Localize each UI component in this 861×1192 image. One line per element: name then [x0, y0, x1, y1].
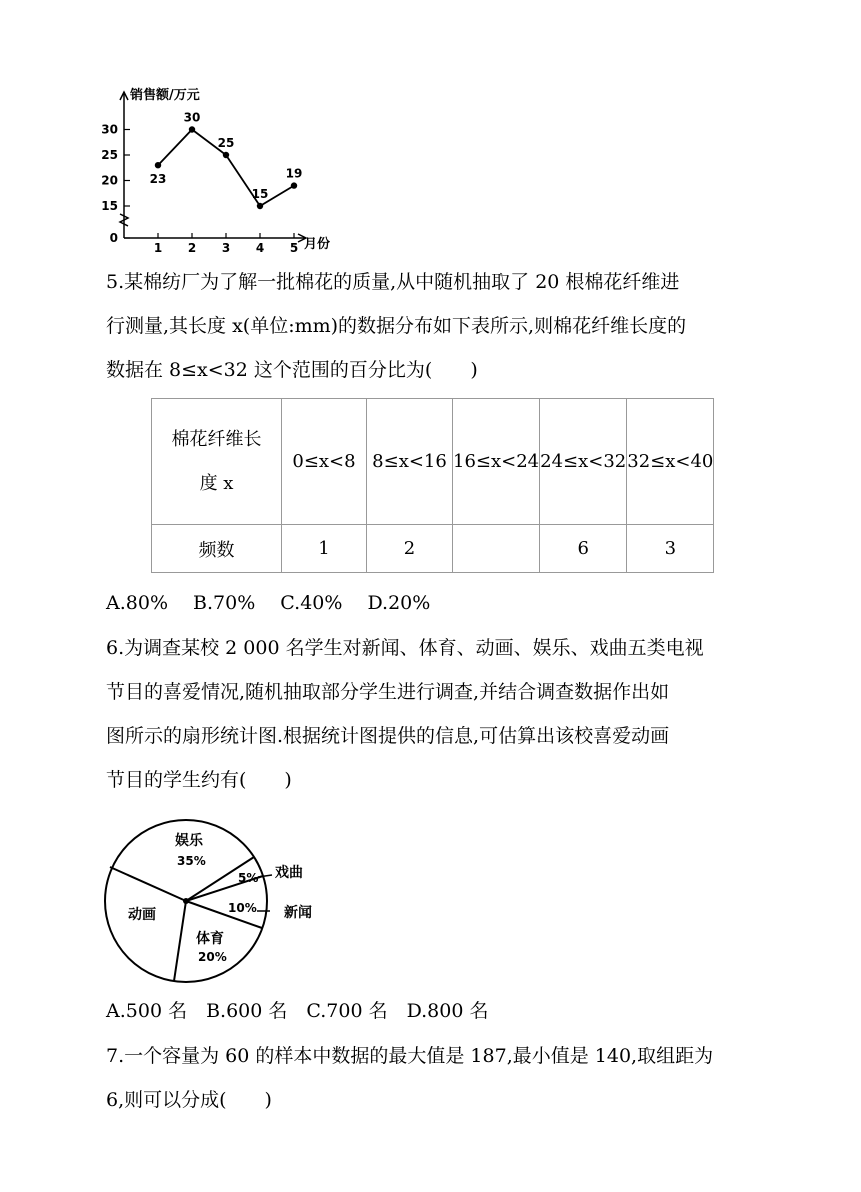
data-label: 23: [149, 172, 167, 187]
range-cell: 32≤x<40: [627, 399, 714, 525]
q6-choices: A.500 名 B.600 名 C.700 名 D.800 名: [106, 1000, 489, 1022]
slice-label-xinwen: 新闻: [284, 905, 312, 921]
q5-line-1: 5.某棉纺厂为了解一批棉花的质量,从中随机抽取了 20 根棉花纤维进: [106, 271, 680, 293]
q6-line-1: 6.为调查某校 2 000 名学生对新闻、体育、动画、娱乐、戏曲五类电视: [106, 637, 704, 659]
slice-pct-yule: 35%: [177, 854, 206, 868]
y-tick-label: 25: [101, 148, 118, 162]
x-tick-label: 3: [221, 241, 231, 255]
data-point: [189, 126, 195, 132]
sales-line-chart: [100, 80, 350, 260]
slice-pct-xiqu: 5%: [238, 871, 259, 885]
q6-line-4: 节目的学生约有( ): [106, 769, 292, 791]
q7-line-1: 7.一个容量为 60 的样本中数据的最大值是 187,最小值是 140,取组距为: [106, 1045, 714, 1067]
q5-line-2: 行测量,其长度 x(单位:mm)的数据分布如下表所示,则棉花纤维长度的: [106, 315, 687, 337]
header-text-line-1: 棉花纤维长: [171, 428, 262, 450]
data-point: [155, 162, 161, 168]
q5-line-3: 数据在 8≤x<32 这个范围的百分比为( ): [106, 359, 478, 381]
y-tick-label: 30: [101, 122, 118, 137]
data-point: [257, 203, 263, 209]
x-tick-group: [154, 233, 298, 255]
y-tick-label: 0: [109, 231, 118, 245]
frequency-table: [151, 398, 714, 573]
callout-line: [258, 875, 272, 877]
data-point: [291, 182, 297, 188]
y-axis-label: 销售额/万元: [130, 88, 200, 103]
q7-line-2: 6,则可以分成( ): [106, 1089, 272, 1111]
slice-label-tiyu: 体育: [196, 931, 224, 947]
y-tick-label: 15: [101, 199, 118, 213]
slice-divider: [110, 867, 186, 901]
range-cell: 0≤x<8: [282, 399, 367, 525]
chart-axes: [120, 92, 306, 242]
table-row: [152, 399, 714, 525]
x-axis-label: 月份: [304, 237, 331, 252]
range-cell: 16≤x<24: [453, 399, 540, 525]
pie-center: [183, 898, 189, 904]
range-cell: 24≤x<32: [540, 399, 627, 525]
y-tick-group: [101, 123, 130, 246]
count-cell: 6: [540, 525, 627, 573]
q5-choices: A.80% B.70% C.40% D.20%: [106, 592, 431, 614]
slice-label-yule: 娱乐: [175, 833, 203, 849]
slice-pct-tiyu: 20%: [198, 950, 227, 964]
data-label: 30: [183, 110, 201, 125]
slice-divider: [174, 901, 186, 981]
slice-pct-xinwen: 10%: [228, 901, 257, 915]
header-text-line-2: 度 x: [199, 472, 234, 494]
data-point: [223, 152, 229, 158]
x-tick-label: 2: [187, 241, 197, 255]
data-label: 15: [251, 187, 269, 201]
q6-line-3: 图所示的扇形统计图.根据统计图提供的信息,可估算出该校喜爱动画: [106, 725, 670, 747]
count-label-cell: 频数: [152, 525, 282, 573]
table-row: [152, 525, 714, 573]
y-tick-label: 20: [101, 173, 118, 188]
x-tick-label: 5: [289, 241, 299, 255]
data-label: 25: [217, 136, 235, 150]
slice-label-donghua: 动画: [128, 907, 156, 923]
count-cell: 1: [282, 525, 367, 573]
count-cell: 2: [367, 525, 453, 573]
count-cell: [453, 525, 540, 573]
x-tick-label: 4: [255, 241, 265, 255]
tv-preference-pie-chart: [100, 815, 340, 990]
range-cell: 8≤x<16: [367, 399, 453, 525]
table-header-cell: [152, 399, 282, 525]
slice-label-xiqu: 戏曲: [275, 865, 303, 881]
q6-line-2: 节目的喜爱情况,随机抽取部分学生进行调查,并结合调查数据作出如: [106, 681, 670, 703]
count-cell: 3: [627, 525, 714, 573]
x-tick-label: 1: [153, 241, 163, 255]
data-label: 19: [285, 166, 303, 181]
